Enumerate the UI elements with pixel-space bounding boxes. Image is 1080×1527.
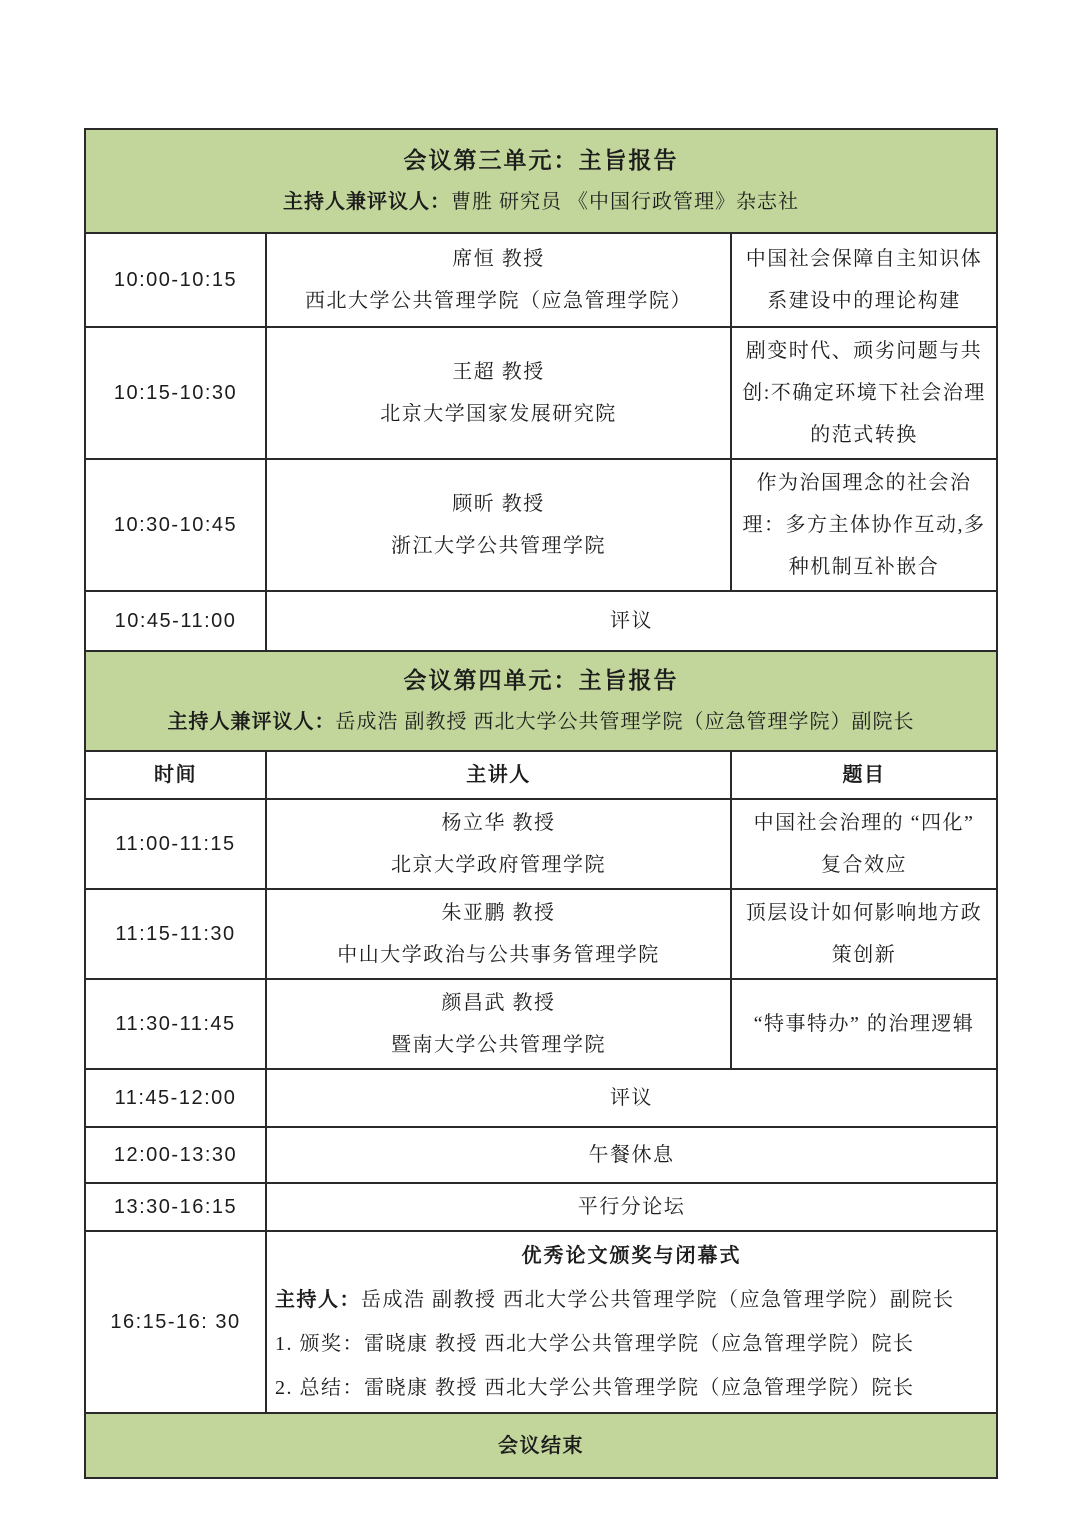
speaker-affiliation: 北京大学政府管理学院 <box>391 854 606 876</box>
time-cell: 10:00-10:15 <box>85 233 266 327</box>
topic-cell: 剧变时代、顽劣问题与共创:不确定环境下社会治理的范式转换 <box>731 327 997 459</box>
speaker-cell <box>266 799 731 889</box>
closing-host-label: 主持人： <box>275 1289 361 1311</box>
table-row <box>85 327 997 459</box>
time-cell: 16:15-16: 30 <box>85 1231 266 1413</box>
conference-schedule-table <box>84 128 998 1479</box>
time-cell: 10:30-10:45 <box>85 459 266 591</box>
speaker-affiliation: 北京大学国家发展研究院 <box>380 403 617 425</box>
column-header-topic: 题目 <box>731 751 997 799</box>
speaker-cell <box>266 979 731 1069</box>
review-row <box>85 1069 997 1127</box>
closing-host-line <box>275 1278 988 1322</box>
time-cell: 11:15-11:30 <box>85 889 266 979</box>
speaker-cell <box>266 327 731 459</box>
table-row <box>85 459 997 591</box>
speaker-cell <box>266 233 731 327</box>
speaker-name: 朱亚鹏 教授 <box>441 902 556 924</box>
time-cell: 11:30-11:45 <box>85 979 266 1069</box>
unit4-header-cell <box>85 651 997 751</box>
time-cell: 12:00-13:30 <box>85 1127 266 1183</box>
speaker-affiliation: 浙江大学公共管理学院 <box>391 535 606 557</box>
table-row <box>85 799 997 889</box>
lunch-cell: 午餐休息 <box>266 1127 997 1183</box>
topic-cell: “特事特办” 的治理逻辑 <box>731 979 997 1069</box>
closing-host-value: 岳成浩 副教授 西北大学公共管理学院（应急管理学院）副院长 <box>361 1289 955 1311</box>
table-row <box>85 979 997 1069</box>
time-cell: 10:15-10:30 <box>85 327 266 459</box>
unit3-host-label: 主持人兼评议人： <box>283 191 451 213</box>
parallel-forum-row <box>85 1183 997 1231</box>
conference-end-row <box>85 1413 997 1478</box>
speaker-name: 王超 教授 <box>452 361 545 383</box>
time-cell: 10:45-11:00 <box>85 591 266 651</box>
speaker-name: 席恒 教授 <box>452 248 545 270</box>
speaker-name: 顾昕 教授 <box>452 493 545 515</box>
speaker-affiliation: 西北大学公共管理学院（应急管理学院） <box>305 290 692 312</box>
closing-item-award: 1. 颁奖：雷晓康 教授 西北大学公共管理学院（应急管理学院）院长 <box>275 1333 915 1355</box>
unit4-title: 会议第四单元：主旨报告 <box>403 668 679 693</box>
closing-ceremony-cell <box>266 1231 997 1413</box>
closing-title: 优秀论文颁奖与闭幕式 <box>521 1245 742 1267</box>
parallel-forum-cell: 平行分论坛 <box>266 1183 997 1231</box>
unit3-host-line <box>94 182 988 222</box>
unit4-host-label: 主持人兼评议人： <box>167 711 336 733</box>
table-row <box>85 889 997 979</box>
column-header-speaker: 主讲人 <box>266 751 731 799</box>
conference-end-cell: 会议结束 <box>85 1413 997 1478</box>
unit3-header-cell <box>85 129 997 233</box>
topic-cell: 中国社会治理的 “四化” 复合效应 <box>731 799 997 889</box>
topic-cell: 作为治国理念的社会治理：多方主体协作互动,多种机制互补嵌合 <box>731 459 997 591</box>
speaker-affiliation: 暨南大学公共管理学院 <box>391 1034 606 1056</box>
unit4-header-row <box>85 651 997 751</box>
unit4-host-line <box>94 702 988 742</box>
speaker-cell <box>266 889 731 979</box>
speaker-name: 杨立华 教授 <box>441 812 556 834</box>
closing-item-summary: 2. 总结：雷晓康 教授 西北大学公共管理学院（应急管理学院）院长 <box>275 1377 915 1399</box>
unit3-title: 会议第三单元：主旨报告 <box>403 148 679 173</box>
closing-ceremony-row <box>85 1231 997 1413</box>
topic-cell: 顶层设计如何影响地方政策创新 <box>731 889 997 979</box>
review-cell: 评议 <box>266 591 997 651</box>
topic-cell: 中国社会保障自主知识体系建设中的理论构建 <box>731 233 997 327</box>
table-row <box>85 233 997 327</box>
unit3-header-row <box>85 129 997 233</box>
review-cell: 评议 <box>266 1069 997 1127</box>
time-cell: 13:30-16:15 <box>85 1183 266 1231</box>
speaker-cell <box>266 459 731 591</box>
speaker-name: 颜昌武 教授 <box>441 992 556 1014</box>
unit3-host-value: 曹胜 研究员 《中国行政管理》杂志社 <box>451 191 799 213</box>
column-header-time: 时间 <box>85 751 266 799</box>
review-row <box>85 591 997 651</box>
lunch-row <box>85 1127 997 1183</box>
column-header-row <box>85 751 997 799</box>
time-cell: 11:00-11:15 <box>85 799 266 889</box>
time-cell: 11:45-12:00 <box>85 1069 266 1127</box>
unit4-host-value: 岳成浩 副教授 西北大学公共管理学院（应急管理学院）副院长 <box>335 711 915 733</box>
speaker-affiliation: 中山大学政治与公共事务管理学院 <box>337 944 660 966</box>
